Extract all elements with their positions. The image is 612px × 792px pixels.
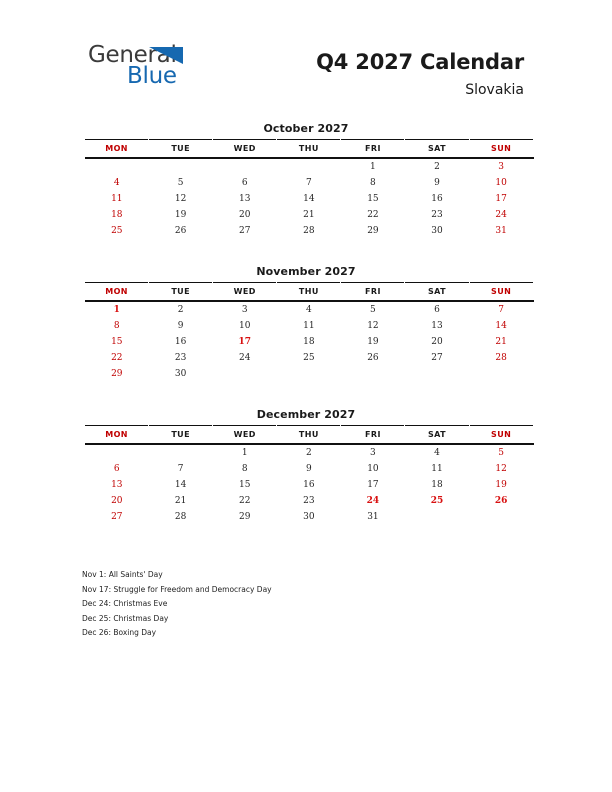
- day-cell[interactable]: 28: [303, 226, 315, 236]
- day-cell[interactable]: 27: [431, 353, 443, 363]
- day-cell[interactable]: 2: [177, 305, 184, 315]
- day-cell-empty: [213, 158, 277, 175]
- day-cell[interactable]: 16: [174, 337, 187, 347]
- day-cell[interactable]: 11: [431, 464, 443, 474]
- weekday-header-sat: SAT: [405, 283, 469, 302]
- day-cell[interactable]: 7: [177, 464, 184, 474]
- brand-name-blue: Blue: [127, 63, 177, 89]
- day-cell-empty: [85, 444, 149, 461]
- day-cell-holiday[interactable]: 26: [494, 496, 508, 506]
- day-cell[interactable]: 29: [239, 512, 251, 522]
- day-cell[interactable]: 9: [177, 321, 184, 331]
- holiday-legend-item: Nov 17: Struggle for Freedom and Democracy Day: [82, 584, 272, 594]
- brand-name-general: General: [88, 42, 177, 68]
- month-list: [85, 122, 527, 551]
- day-cell[interactable]: 9: [434, 178, 440, 188]
- week-row: [85, 509, 533, 525]
- day-cell[interactable]: 15: [239, 480, 251, 490]
- day-cell[interactable]: 24: [495, 210, 507, 220]
- month-title: October 2027: [263, 122, 349, 135]
- day-cell[interactable]: 8: [241, 464, 248, 474]
- weekday-header-sun: SUN: [469, 140, 533, 159]
- day-cell[interactable]: 27: [239, 226, 251, 236]
- day-cell[interactable]: 23: [303, 496, 315, 506]
- day-cell-empty: [277, 158, 341, 175]
- weekday-header-sat: SAT: [405, 140, 469, 159]
- day-cell[interactable]: 7: [498, 305, 504, 315]
- week-row: [85, 444, 533, 461]
- weekday-header-sun: SUN: [469, 283, 533, 302]
- week-row: [85, 318, 533, 334]
- weekday-header-row: [85, 426, 533, 445]
- day-cell[interactable]: 29: [111, 369, 123, 379]
- day-cell[interactable]: 25: [111, 226, 123, 236]
- day-cell[interactable]: 31: [495, 226, 507, 236]
- day-cell[interactable]: 8: [370, 178, 376, 188]
- month-title: December 2027: [256, 408, 356, 421]
- day-cell[interactable]: 14: [174, 480, 187, 490]
- day-cell[interactable]: 4: [434, 448, 440, 458]
- week-row: [85, 334, 533, 350]
- weekday-header-mon: MON: [85, 283, 149, 302]
- holiday-legend-item: Dec 24: Christmas Eve: [82, 599, 168, 609]
- calendar-table: [85, 139, 534, 239]
- weekday-header-fri: FRI: [341, 426, 405, 445]
- holiday-legend-item: Dec 26: Boxing Day: [82, 628, 157, 638]
- day-cell-empty: [469, 509, 533, 525]
- weekday-header-sat: SAT: [405, 426, 469, 445]
- week-row: [85, 461, 533, 477]
- day-cell[interactable]: 18: [303, 337, 315, 347]
- day-cell[interactable]: 26: [174, 226, 187, 236]
- week-row: [85, 301, 533, 318]
- weekday-header-row: [85, 283, 533, 302]
- day-cell[interactable]: 30: [174, 369, 187, 379]
- weekday-header-thu: THU: [277, 140, 341, 159]
- month-block: [85, 408, 527, 525]
- day-cell[interactable]: 22: [239, 496, 251, 506]
- title-block: [316, 50, 524, 98]
- weekday-header-thu: THU: [277, 426, 341, 445]
- day-cell[interactable]: 22: [367, 210, 379, 220]
- day-cell[interactable]: 19: [495, 480, 507, 490]
- day-cell[interactable]: 17: [367, 480, 379, 490]
- day-cell-empty: [149, 444, 213, 461]
- day-cell-empty: [405, 509, 469, 525]
- day-cell[interactable]: 8: [113, 321, 120, 331]
- day-cell[interactable]: 10: [367, 464, 379, 474]
- day-cell[interactable]: 2: [305, 448, 312, 458]
- month-block: [85, 265, 527, 382]
- weekday-header-wed: WED: [213, 140, 277, 159]
- day-cell-empty: [85, 158, 149, 175]
- day-cell[interactable]: 5: [177, 178, 184, 188]
- day-cell[interactable]: 30: [431, 226, 443, 236]
- day-cell-holiday[interactable]: 1: [113, 305, 120, 315]
- day-cell[interactable]: 1: [370, 162, 376, 172]
- day-cell[interactable]: 20: [111, 496, 123, 506]
- week-row: [85, 175, 533, 191]
- day-cell-holiday[interactable]: 24: [366, 496, 380, 506]
- day-cell[interactable]: 3: [370, 448, 376, 458]
- weekday-header-thu: THU: [277, 283, 341, 302]
- day-cell[interactable]: 21: [495, 337, 507, 347]
- day-cell-empty: [277, 366, 341, 382]
- country-label: Slovakia: [465, 82, 524, 99]
- month-title: November 2027: [256, 265, 356, 278]
- page-header: [0, 0, 612, 115]
- weekday-header-tue: TUE: [149, 426, 213, 445]
- day-cell[interactable]: 26: [367, 353, 379, 363]
- weekday-header-mon: MON: [85, 426, 149, 445]
- week-row: [85, 158, 533, 175]
- week-row: [85, 366, 533, 382]
- weekday-header-fri: FRI: [341, 140, 405, 159]
- day-cell-holiday[interactable]: 25: [430, 496, 444, 506]
- day-cell[interactable]: 16: [303, 480, 315, 490]
- weekday-header-row: [85, 140, 533, 159]
- day-cell[interactable]: 14: [303, 194, 315, 204]
- day-cell[interactable]: 15: [111, 337, 123, 347]
- day-cell[interactable]: 24: [239, 353, 251, 363]
- month-block: [85, 122, 527, 239]
- day-cell[interactable]: 3: [241, 305, 248, 315]
- day-cell[interactable]: 17: [495, 194, 507, 204]
- weekday-header-wed: WED: [213, 426, 277, 445]
- day-cell[interactable]: 19: [367, 337, 379, 347]
- week-row: [85, 223, 533, 239]
- calendar-table: [85, 282, 534, 382]
- weekday-header-fri: FRI: [341, 283, 405, 302]
- week-row: [85, 350, 533, 366]
- day-cell[interactable]: 28: [495, 353, 507, 363]
- day-cell[interactable]: 11: [111, 194, 123, 204]
- week-row: [85, 477, 533, 493]
- day-cell[interactable]: 10: [495, 178, 507, 188]
- day-cell-holiday[interactable]: 17: [238, 337, 251, 347]
- day-cell[interactable]: 20: [239, 210, 251, 220]
- day-cell[interactable]: 1: [241, 448, 248, 458]
- day-cell-empty: [405, 366, 469, 382]
- day-cell[interactable]: 6: [241, 178, 248, 188]
- day-cell[interactable]: 4: [305, 305, 312, 315]
- day-cell[interactable]: 14: [495, 321, 507, 331]
- holiday-legend-item: Dec 25: Christmas Day: [82, 613, 169, 623]
- day-cell[interactable]: 13: [239, 194, 251, 204]
- day-cell[interactable]: 6: [113, 464, 120, 474]
- day-cell[interactable]: 2: [434, 162, 440, 172]
- day-cell[interactable]: 7: [305, 178, 312, 188]
- week-row: [85, 493, 533, 509]
- day-cell[interactable]: 13: [431, 321, 443, 331]
- weekday-header-tue: TUE: [149, 140, 213, 159]
- triangle-icon: [149, 47, 183, 64]
- day-cell[interactable]: 10: [239, 321, 251, 331]
- day-cell[interactable]: 21: [303, 210, 315, 220]
- day-cell[interactable]: 23: [174, 353, 187, 363]
- day-cell[interactable]: 20: [431, 337, 443, 347]
- day-cell[interactable]: 9: [305, 464, 312, 474]
- day-cell[interactable]: 12: [174, 194, 187, 204]
- day-cell[interactable]: 30: [303, 512, 315, 522]
- day-cell-empty: [149, 158, 213, 175]
- day-cell[interactable]: 23: [431, 210, 443, 220]
- day-cell[interactable]: 16: [431, 194, 443, 204]
- weekday-header-mon: MON: [85, 140, 149, 159]
- day-cell[interactable]: 27: [111, 512, 123, 522]
- day-cell[interactable]: 6: [434, 305, 440, 315]
- day-cell[interactable]: 11: [303, 321, 315, 331]
- holiday-legend-item: Nov 1: All Saints' Day: [82, 570, 163, 579]
- day-cell[interactable]: 5: [498, 448, 504, 458]
- day-cell[interactable]: 18: [431, 480, 443, 490]
- day-cell[interactable]: 13: [111, 480, 123, 490]
- day-cell[interactable]: 31: [367, 512, 379, 522]
- day-cell[interactable]: 19: [174, 210, 187, 220]
- day-cell[interactable]: 21: [174, 496, 187, 506]
- brand-logo[interactable]: [88, 44, 298, 100]
- day-cell-empty: [341, 366, 405, 382]
- day-cell[interactable]: 25: [303, 353, 315, 363]
- day-cell[interactable]: 18: [111, 210, 123, 220]
- day-cell-empty: [213, 366, 277, 382]
- day-cell[interactable]: 4: [113, 178, 120, 188]
- day-cell[interactable]: 29: [367, 226, 379, 236]
- week-row: [85, 191, 533, 207]
- day-cell[interactable]: 22: [111, 353, 123, 363]
- day-cell[interactable]: 12: [495, 464, 507, 474]
- weekday-header-wed: WED: [213, 283, 277, 302]
- week-row: [85, 207, 533, 223]
- day-cell-empty: [469, 366, 533, 382]
- day-cell[interactable]: 3: [498, 162, 504, 172]
- holiday-legend: [82, 568, 522, 641]
- page-title: Q4 2027 Calendar: [316, 50, 524, 74]
- day-cell[interactable]: 5: [370, 305, 376, 315]
- weekday-header-sun: SUN: [469, 426, 533, 445]
- calendar-table: [85, 425, 534, 525]
- day-cell[interactable]: 15: [367, 194, 379, 204]
- day-cell[interactable]: 12: [367, 321, 379, 331]
- weekday-header-tue: TUE: [149, 283, 213, 302]
- day-cell[interactable]: 28: [174, 512, 187, 522]
